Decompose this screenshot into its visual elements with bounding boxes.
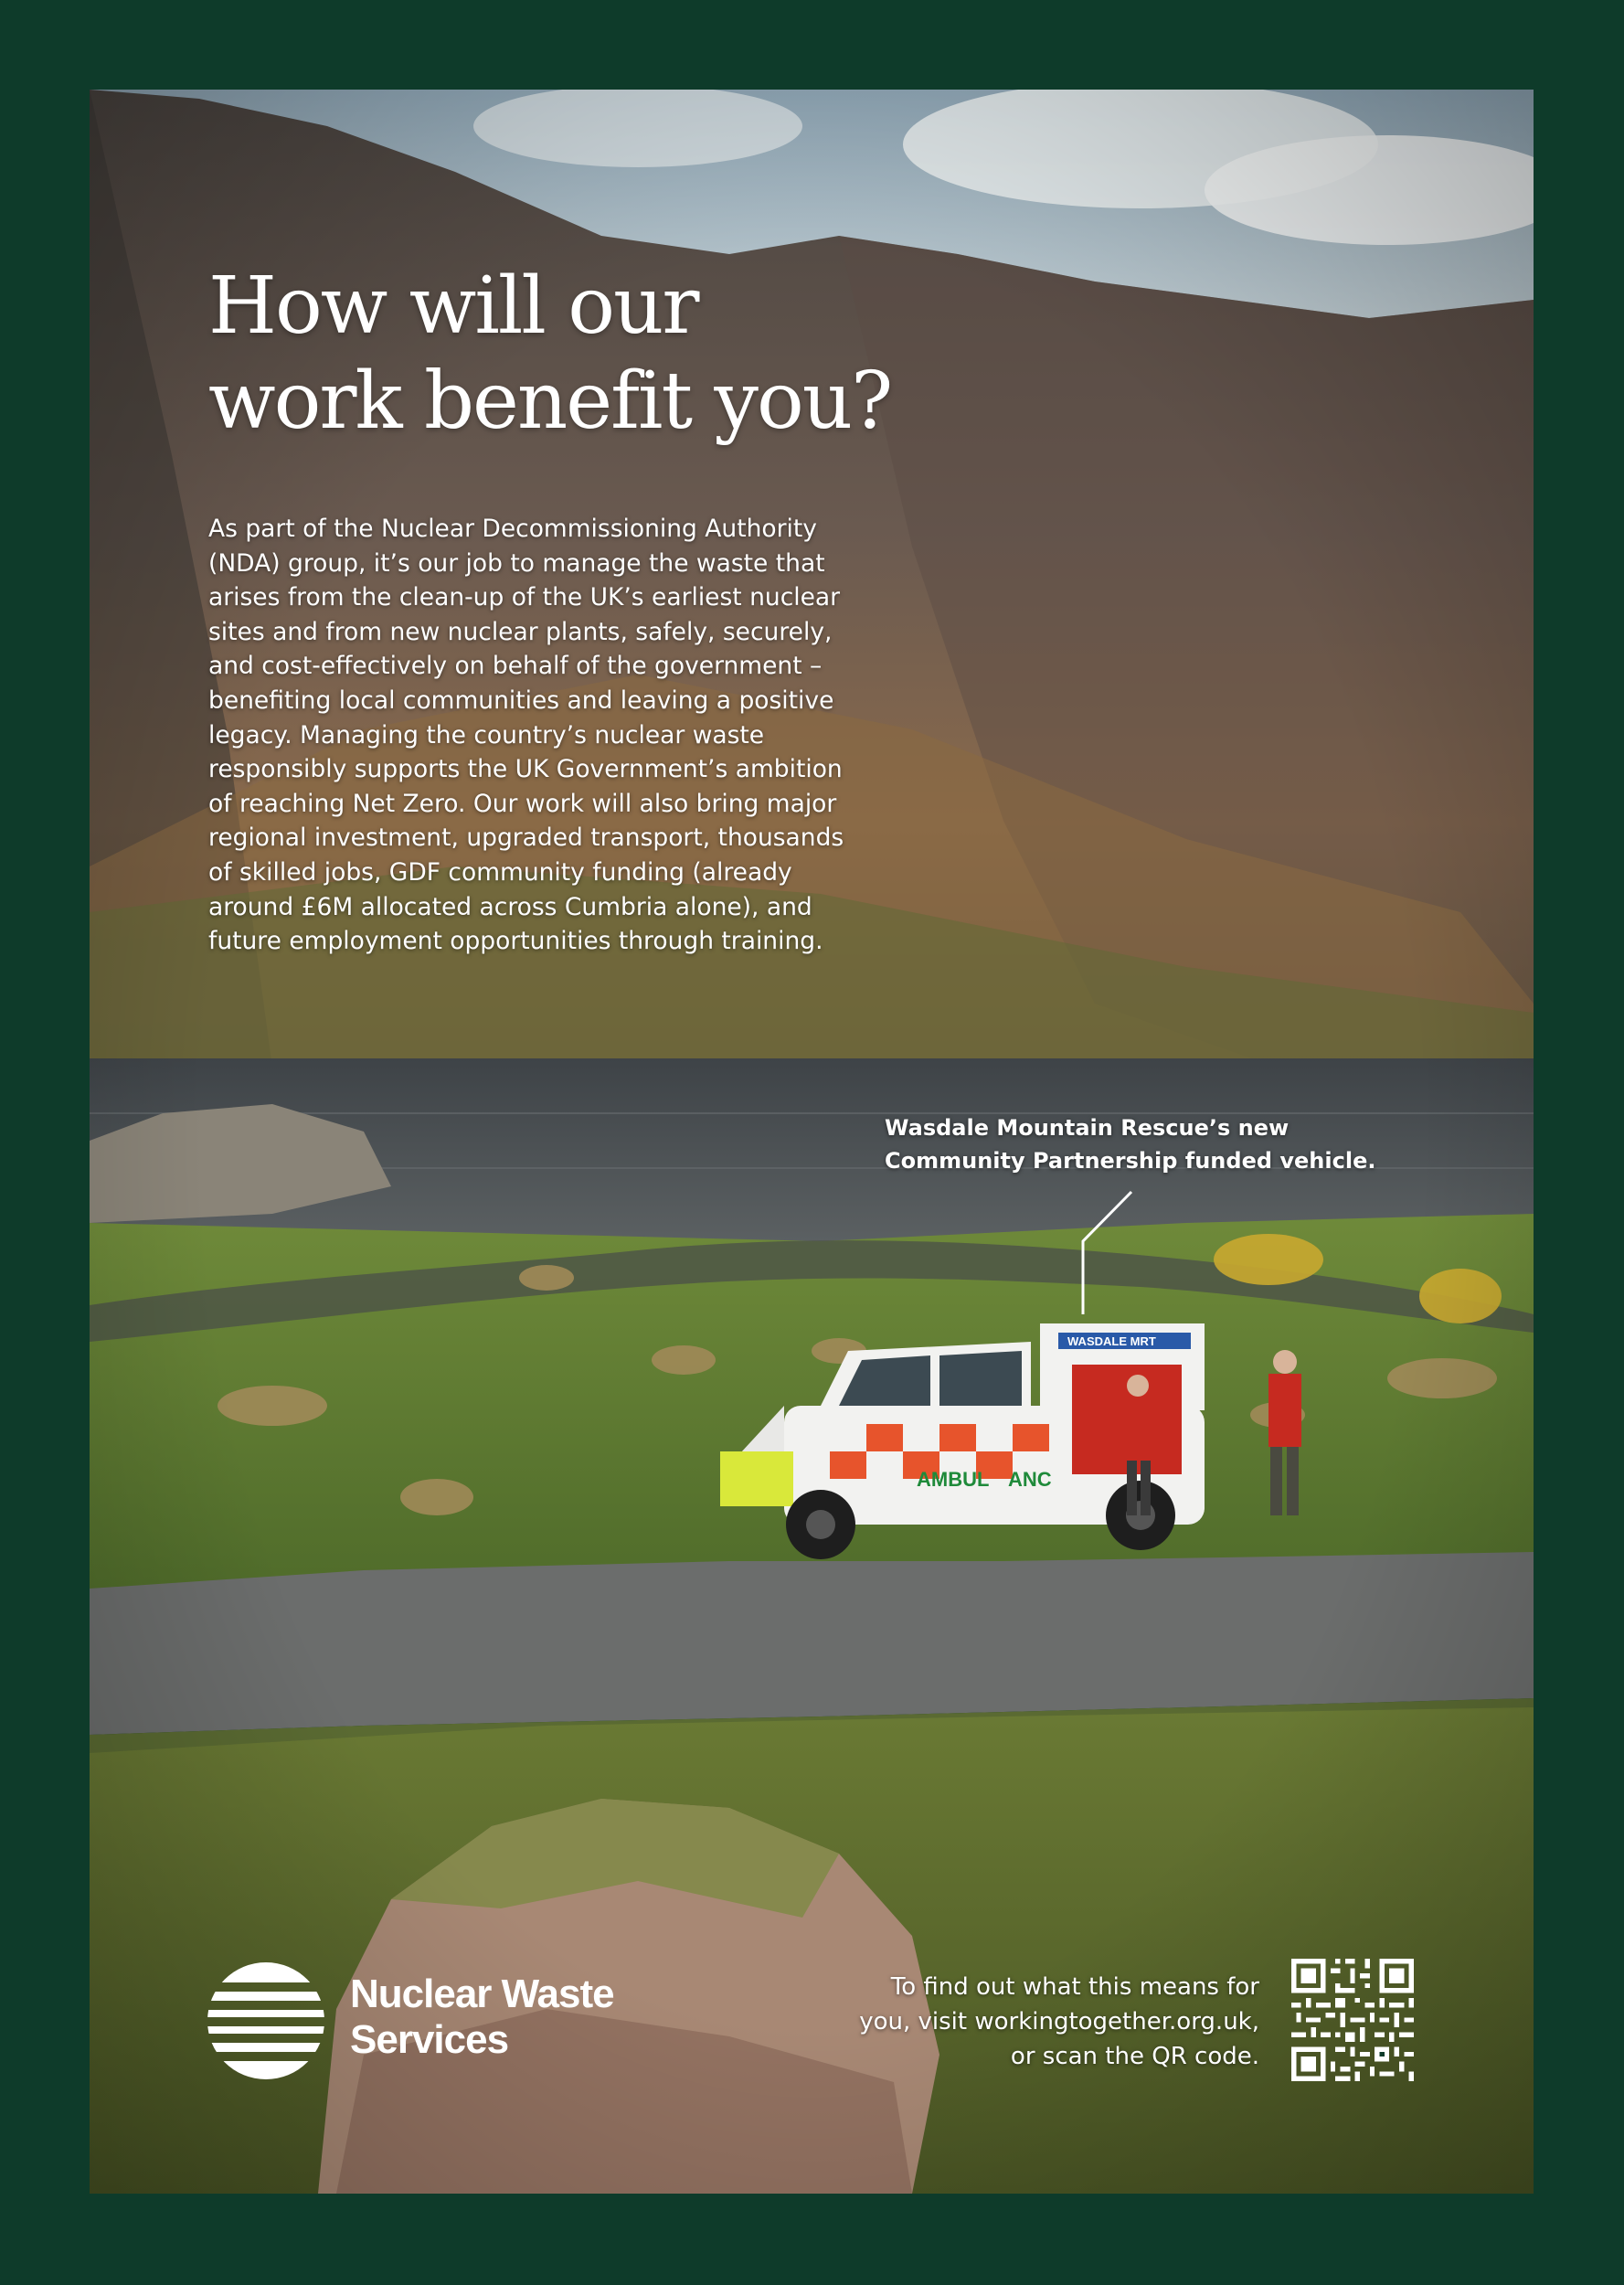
body-line: around £6M allocated across Cumbria alone), and <box>208 892 812 921</box>
body-line: of reaching Net Zero. Our work will also bring major <box>208 789 837 818</box>
body-line: As part of the Nuclear Decommissioning Authority <box>208 515 817 543</box>
caption-line-1: Wasdale Mountain Rescue’s new <box>885 1115 1290 1141</box>
logo-line-2: Services <box>350 2017 509 2062</box>
landscape-photo <box>90 90 1534 2194</box>
headline <box>208 259 891 449</box>
headline-line-1: How will our <box>208 260 698 352</box>
qr-code-icon[interactable] <box>1291 1959 1414 2081</box>
body-line: legacy. Managing the country’s nuclear waste <box>208 720 765 749</box>
body-copy <box>208 512 967 959</box>
cta-line-3: or scan the QR code. <box>1010 2043 1259 2070</box>
body-line: benefiting local communities and leaving a positive <box>208 686 834 715</box>
headline-line-2: work benefit you? <box>208 356 892 447</box>
cta-line-1: To find out what this means for <box>890 1973 1259 2001</box>
vehicle-caption <box>885 1111 1375 1177</box>
cta-line-2[interactable]: you, visit workingtogether.org.uk, <box>859 2008 1259 2035</box>
nws-logo <box>204 1959 752 2087</box>
striped-circle-icon <box>204 1959 332 2087</box>
body-line: and cost-effectively on behalf of the government – <box>208 652 823 681</box>
body-line: arises from the clean-up of the UK’s earliest nuclear <box>208 583 841 612</box>
body-line: sites and from new nuclear plants, safely, securely, <box>208 617 833 646</box>
body-line: (NDA) group, it’s our job to manage the waste that <box>208 548 825 578</box>
body-line: responsibly supports the UK Government’s ambition <box>208 755 843 784</box>
logo-wordmark <box>350 1971 614 2063</box>
caption-line-2: Community Partnership funded vehicle. <box>885 1148 1376 1174</box>
body-line: of skilled jobs, GDF community funding (already <box>208 857 792 887</box>
call-to-action <box>674 1970 1259 2074</box>
body-line: regional investment, upgraded transport, thousands <box>208 824 844 853</box>
logo-line-1: Nuclear Waste <box>350 1971 614 2016</box>
body-line: future employment opportunities through training. <box>208 927 823 956</box>
